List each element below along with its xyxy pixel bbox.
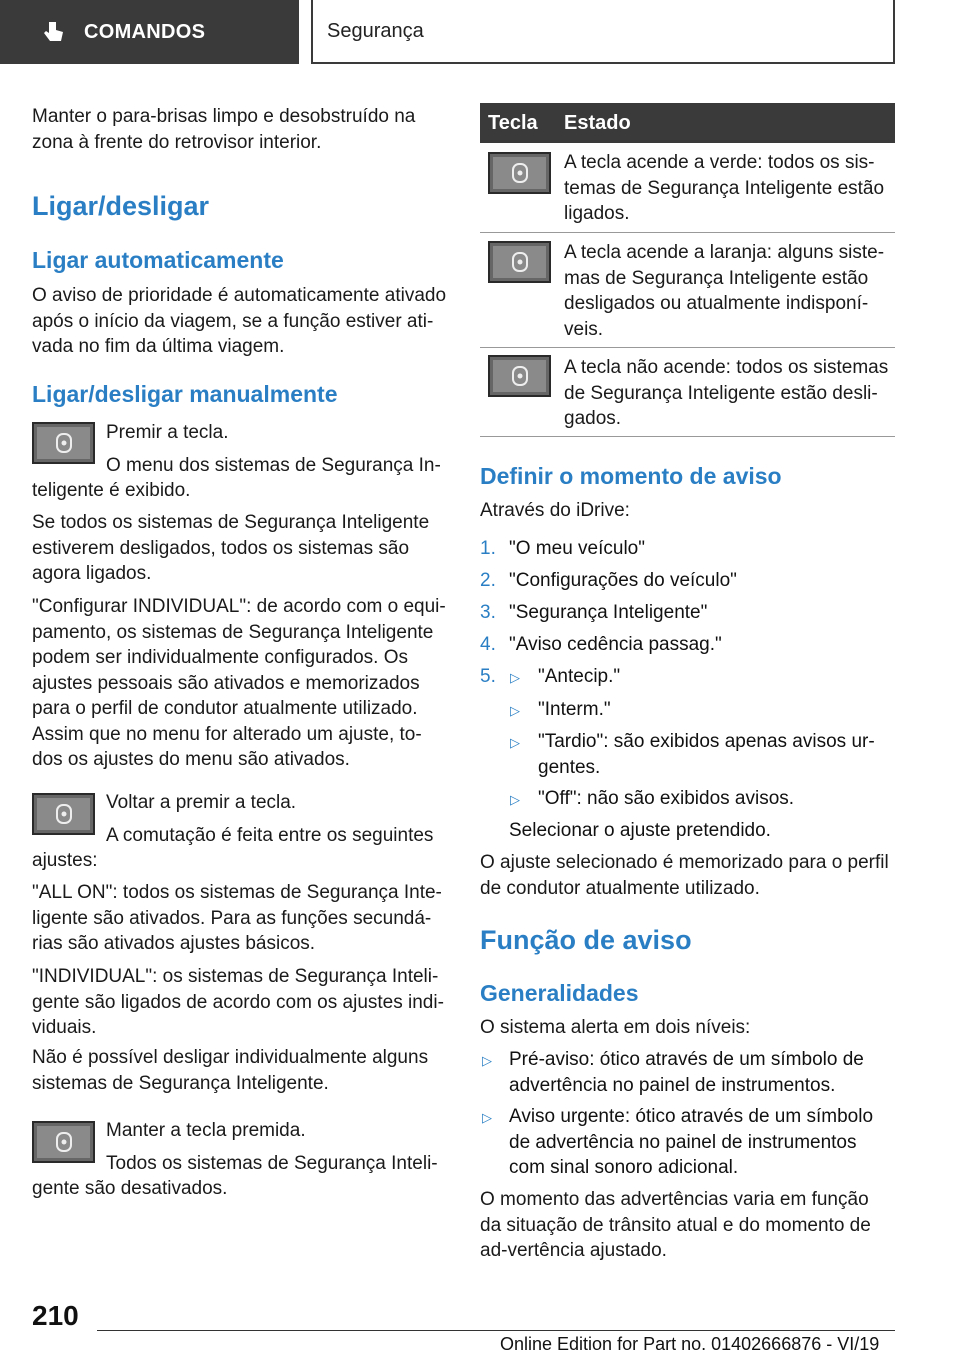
triangle-bullet-icon: ▷: [482, 1053, 492, 1068]
all-off-paragraph: Se todos os sistemas de Segurança Inteligente estiverem desligados, todos os sistemas são agora ligados.: [32, 512, 430, 584]
heading-manual: Ligar/desligar manualmente: [32, 381, 338, 407]
option-text: "Off": não são exibidos avisos.: [538, 788, 795, 809]
bullet-text: Aviso urgente: ótico através de um símbolo de advertência no painel de instrumentos com sinal sonoro adicional.: [509, 1106, 874, 1178]
col-key: Tecla: [488, 112, 538, 134]
select-setting-text: Selecionar o ajuste pretendido.: [509, 820, 771, 841]
step-number: 4.: [480, 634, 496, 655]
memorized-paragraph: O ajuste selecionado é memorizado para o perfil de condutor atualmente utilizado.: [480, 852, 889, 899]
toggle-text-line1: A comutação é feita entre os seguintes: [106, 825, 434, 846]
triangle-bullet-icon: ▷: [510, 735, 520, 750]
safety-key-image: [32, 422, 95, 464]
heading-moment: Definir o momento de aviso: [480, 463, 782, 489]
intelligent-safety-button-icon: [511, 163, 529, 183]
intelligent-safety-button-icon: [511, 366, 529, 386]
individual-paragraph: "INDIVIDUAL": os sistemas de Segurança Inteli-gente são ligados de acordo com os ajustes indi-viduais.: [32, 966, 444, 1038]
safety-key-image: [488, 355, 551, 397]
safety-key-image: [488, 241, 551, 283]
triangle-bullet-icon: ▷: [510, 670, 520, 685]
col-state: Estado: [564, 112, 631, 134]
table-divider: [480, 232, 895, 233]
step-number: 1.: [480, 538, 496, 559]
deactivate-text-line1: Todos os sistemas de Segurança Inteli-: [106, 1153, 438, 1174]
table-divider: [480, 436, 895, 437]
table-row-state: A tecla acende a verde: todos os sis-temas de Segurança Inteligente estão ligados.: [564, 152, 885, 224]
triangle-bullet-icon: ▷: [510, 792, 520, 807]
intelligent-safety-button-icon: [55, 804, 73, 824]
menu-text-line2: teligente é exibido.: [32, 480, 191, 501]
section-tab: [0, 0, 299, 64]
step-number: 2.: [480, 570, 496, 591]
intro-paragraph: Manter o para-brisas limpo e desobstruído na zona à frente do retrovisor interior.: [32, 106, 416, 153]
hand-pointer-icon: [40, 19, 66, 45]
step-number: 5.: [480, 666, 496, 687]
section-label: COMANDOS: [84, 20, 206, 43]
moment-varies-paragraph: O momento das advertências varia em função da situação de trânsito atual e do momento de ad-vertência ajustado.: [480, 1189, 871, 1261]
intelligent-safety-button-icon: [511, 252, 529, 272]
step-text: "O meu veículo": [509, 538, 645, 559]
menu-text-line1: O menu dos sistemas de Segurança In-: [106, 455, 441, 476]
idrive-text: Através do iDrive:: [480, 500, 630, 521]
state-table-header: [480, 103, 895, 143]
heading-general: Generalidades: [480, 980, 639, 1006]
step-number: 3.: [480, 602, 496, 623]
hold-key-text: Manter a tecla premida.: [106, 1120, 306, 1141]
step-text: "Aviso cedência passag.": [509, 634, 722, 655]
two-levels-text: O sistema alerta em dois níveis:: [480, 1017, 751, 1038]
bullet-text: Pré-aviso: ótico através de um símbolo de advertência no painel de instrumentos.: [509, 1049, 864, 1096]
footer-rule: [97, 1330, 895, 1331]
option-text: "Antecip.": [538, 666, 621, 687]
page-number: 210: [32, 1300, 79, 1331]
heading-function: Função de aviso: [480, 925, 692, 955]
edition-note: Online Edition for Part no. 01402666876 - VI/19: [500, 1334, 880, 1354]
safety-key-image: [32, 1121, 95, 1163]
subsection-label: Segurança: [327, 19, 424, 42]
intelligent-safety-button-icon: [55, 433, 73, 453]
press-again-text: Voltar a premir a tecla.: [106, 792, 297, 813]
step-text: "Segurança Inteligente": [509, 602, 708, 623]
heading-auto: Ligar automaticamente: [32, 247, 284, 273]
table-row-state: A tecla não acende: todos os sistemas de Segurança Inteligente estão desli-gados.: [564, 357, 889, 429]
toggle-text-line2: ajustes:: [32, 850, 98, 871]
heading-onoff: Ligar/desligar: [32, 191, 210, 221]
deactivate-text-line2: gente são desativados.: [32, 1178, 228, 1199]
configure-paragraph: "Configurar INDIVIDUAL": de acordo com o equi-pamento, os sistemas de Segurança Inteligente podem ser individualmente configurados. Os ajustes pessoais são ativados e memorizados para o perfil de condutor atualmente utilizado. Assim que no menu for alterado um ajuste, to-dos os ajustes do menu são ativados.: [32, 596, 446, 770]
auto-paragraph: O aviso de prioridade é automaticamente ativado após o início da viagem, se a função estiver ati-vada no fim da última viagem.: [32, 285, 447, 357]
intelligent-safety-button-icon: [55, 1132, 73, 1152]
safety-key-image: [488, 152, 551, 194]
all-on-paragraph: "ALL ON": todos os sistemas de Segurança Inte-ligente são ativados. Para as funções secundá-rias são ativados ajustes básicos.: [32, 882, 442, 954]
safety-key-image: [32, 793, 95, 835]
triangle-bullet-icon: ▷: [510, 703, 520, 718]
not-possible-paragraph: Não é possível desligar individualmente alguns sistemas de Segurança Inteligente.: [32, 1047, 429, 1094]
triangle-bullet-icon: ▷: [482, 1110, 492, 1125]
option-text: "Interm.": [538, 699, 611, 720]
step-text: "Configurações do veículo": [509, 570, 737, 591]
press-key-text: Premir a tecla.: [106, 422, 229, 443]
table-divider: [480, 347, 895, 348]
table-row-state: A tecla acende a laranja: alguns siste-mas de Segurança Inteligente estão desligados ou atualmente indisponí-veis.: [564, 242, 885, 340]
subsection-header: [311, 0, 895, 64]
option-text: "Tardio": são exibidos apenas avisos ur-gentes.: [538, 731, 875, 778]
